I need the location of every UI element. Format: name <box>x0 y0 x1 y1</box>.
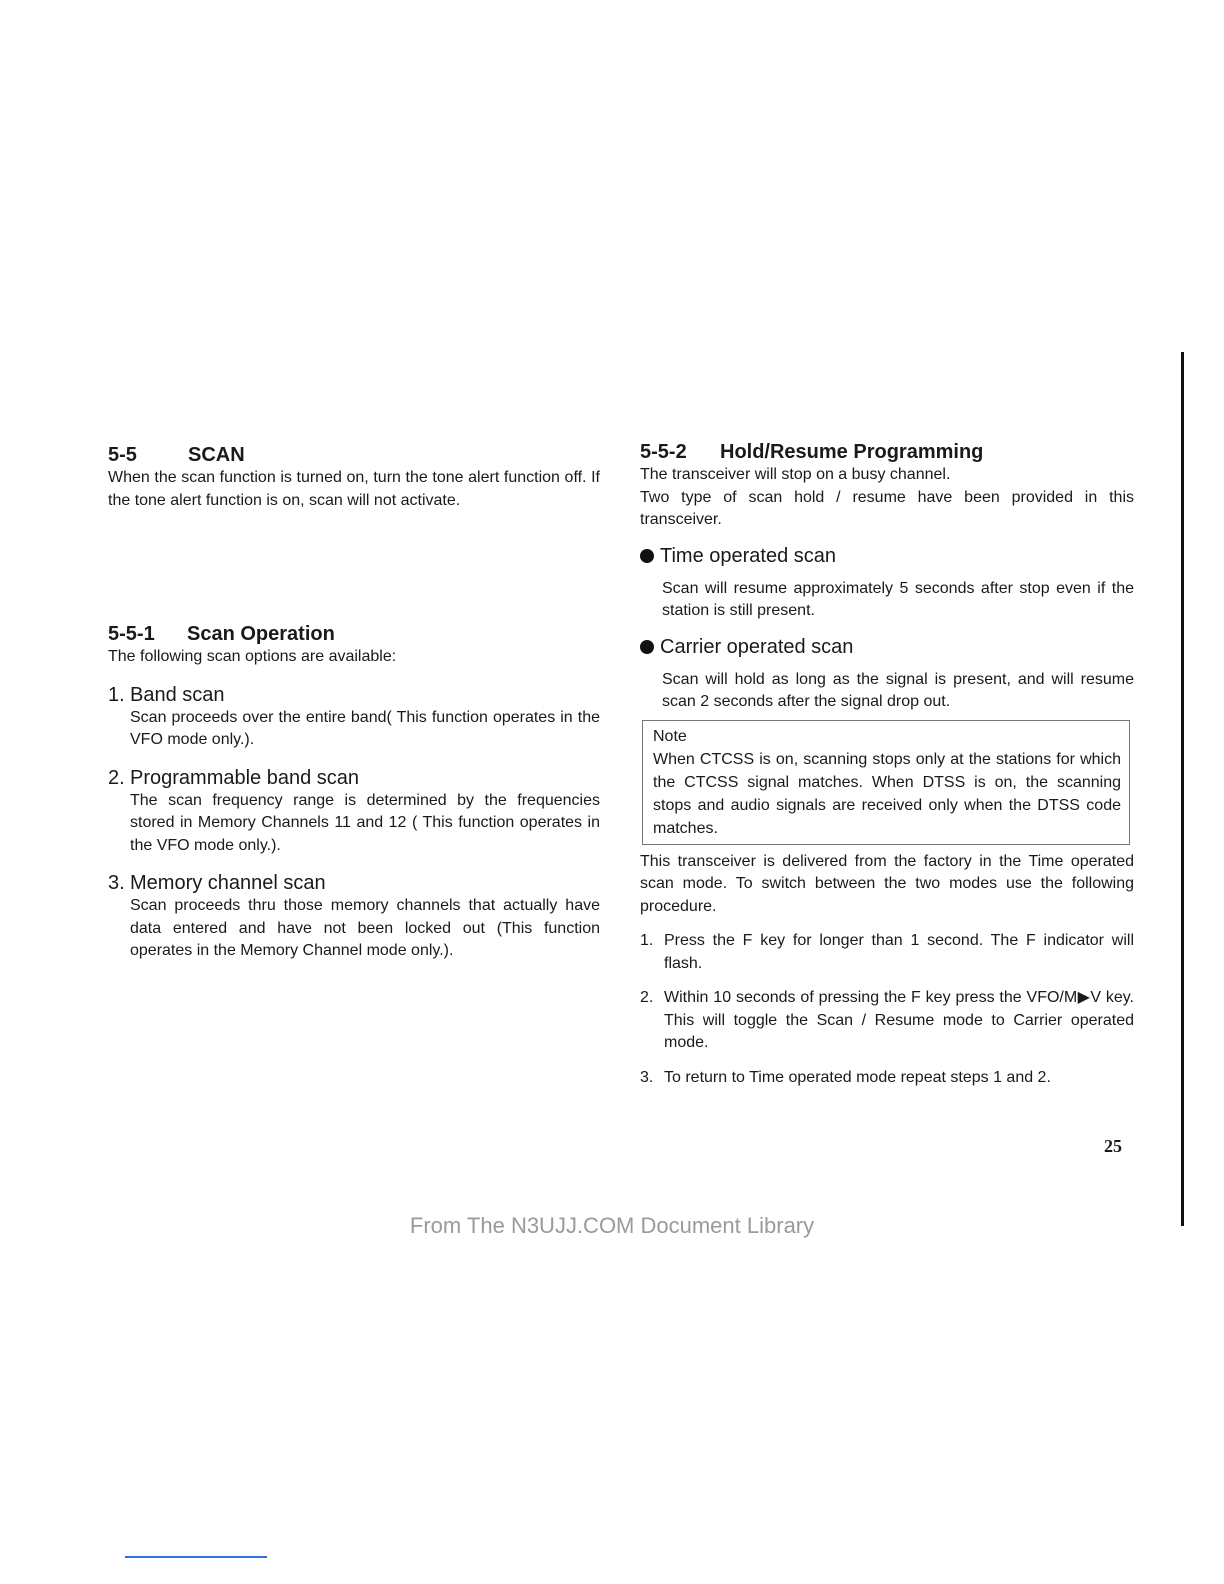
left-column <box>108 443 600 963</box>
section-5-5-2-intro-2: Two type of scan hold / resume have been provided in this transceiver. <box>640 488 1134 528</box>
scan-option-title <box>108 683 600 707</box>
item-title-text: Band scan <box>130 683 225 706</box>
scan-option-item <box>108 683 600 752</box>
step-text: Press the F key for longer than 1 second. The F indicator will flash. <box>664 932 1134 972</box>
page-number: 25 <box>1104 1136 1122 1156</box>
item-title-text: Programmable band scan <box>130 766 360 789</box>
section-5-5-heading <box>108 443 600 467</box>
scan-option-item <box>108 871 600 963</box>
after-note-text: This transceiver is delivered from the factory in the Time operated scan mode. To switch between the two modes use the following procedure. <box>640 852 1134 915</box>
bullet-heading <box>640 544 1134 568</box>
bullet-body: Scan will resume approximately 5 seconds after stop even if the station is still present. <box>662 579 1134 619</box>
item-number: 3. <box>108 872 125 894</box>
section-title: Hold/Resume Programming <box>720 441 984 463</box>
page-edge-bar <box>1181 352 1184 1226</box>
bullet-title-text: Time operated scan <box>660 544 837 567</box>
bottom-divider-line <box>125 1556 267 1558</box>
scan-option-title <box>108 766 600 790</box>
scan-option-body: The scan frequency range is determined by the frequencies stored in Memory Channels 11 and 12 ( This function operates in the VFO mode only.). <box>130 791 600 854</box>
item-title-text: Memory channel scan <box>130 872 326 894</box>
section-title: SCAN <box>188 444 245 466</box>
bullet-body: Scan will hold as long as the signal is present, and will resume scan 2 seconds after the signal drop out. <box>662 670 1134 710</box>
section-title: Scan Operation <box>187 623 335 645</box>
bullet-dot-icon <box>640 549 654 563</box>
section-5-5-1-intro: The following scan options are available: <box>108 648 397 665</box>
step-text: Within 10 seconds of pressing the F key press the VFO/M▶V key. This will toggle the Scan / Resume mode to Carrier operated mode. <box>664 989 1134 1051</box>
section-5-5-2-heading <box>640 440 1134 464</box>
right-column <box>640 440 1134 1089</box>
bullet-title-text: Carrier operated scan <box>660 635 854 658</box>
section-number: 5-5-1 <box>108 623 155 645</box>
procedure-step <box>640 1067 1134 1090</box>
procedure-step <box>640 987 1134 1055</box>
note-body: When CTCSS is on, scanning stops only at the stations for which the CTCSS signal matches. When DTSS is on, the scanning stops and audio signals are received only when the DTSS code matches. <box>653 750 1121 837</box>
bullet-heading <box>640 635 1134 659</box>
step-number: 1. <box>640 932 654 949</box>
item-number: 1. <box>108 683 125 706</box>
scan-option-title <box>108 871 600 895</box>
section-5-5-body: When the scan function is turned on, turn the tone alert function off. If the tone alert function is on, scan will not activate. <box>108 469 600 509</box>
step-number: 2. <box>640 989 654 1006</box>
library-footer: From The N3UJJ.COM Document Library <box>409 1213 815 1238</box>
step-number: 3. <box>640 1068 654 1086</box>
section-5-5-1-heading <box>108 622 600 646</box>
scan-option-body: Scan proceeds thru those memory channels that actually have data entered and have not been locked out (This function operates in the Memory Channel mode only.). <box>130 897 600 959</box>
section-number: 5-5 <box>108 444 137 466</box>
section-5-5-2-intro-1: The transceiver will stop on a busy channel. <box>640 466 951 483</box>
note-box <box>642 720 1130 845</box>
note-title: Note <box>653 727 687 745</box>
scan-option-body: Scan proceeds over the entire band( This function operates in the VFO mode only.). <box>130 708 600 748</box>
bullet-dot-icon <box>640 640 654 654</box>
section-number: 5-5-2 <box>640 441 687 463</box>
scan-option-item <box>108 766 600 858</box>
step-text: To return to Time operated mode repeat steps 1 and 2. <box>664 1068 1051 1086</box>
procedure-step <box>640 930 1134 975</box>
item-number: 2. <box>108 766 125 789</box>
